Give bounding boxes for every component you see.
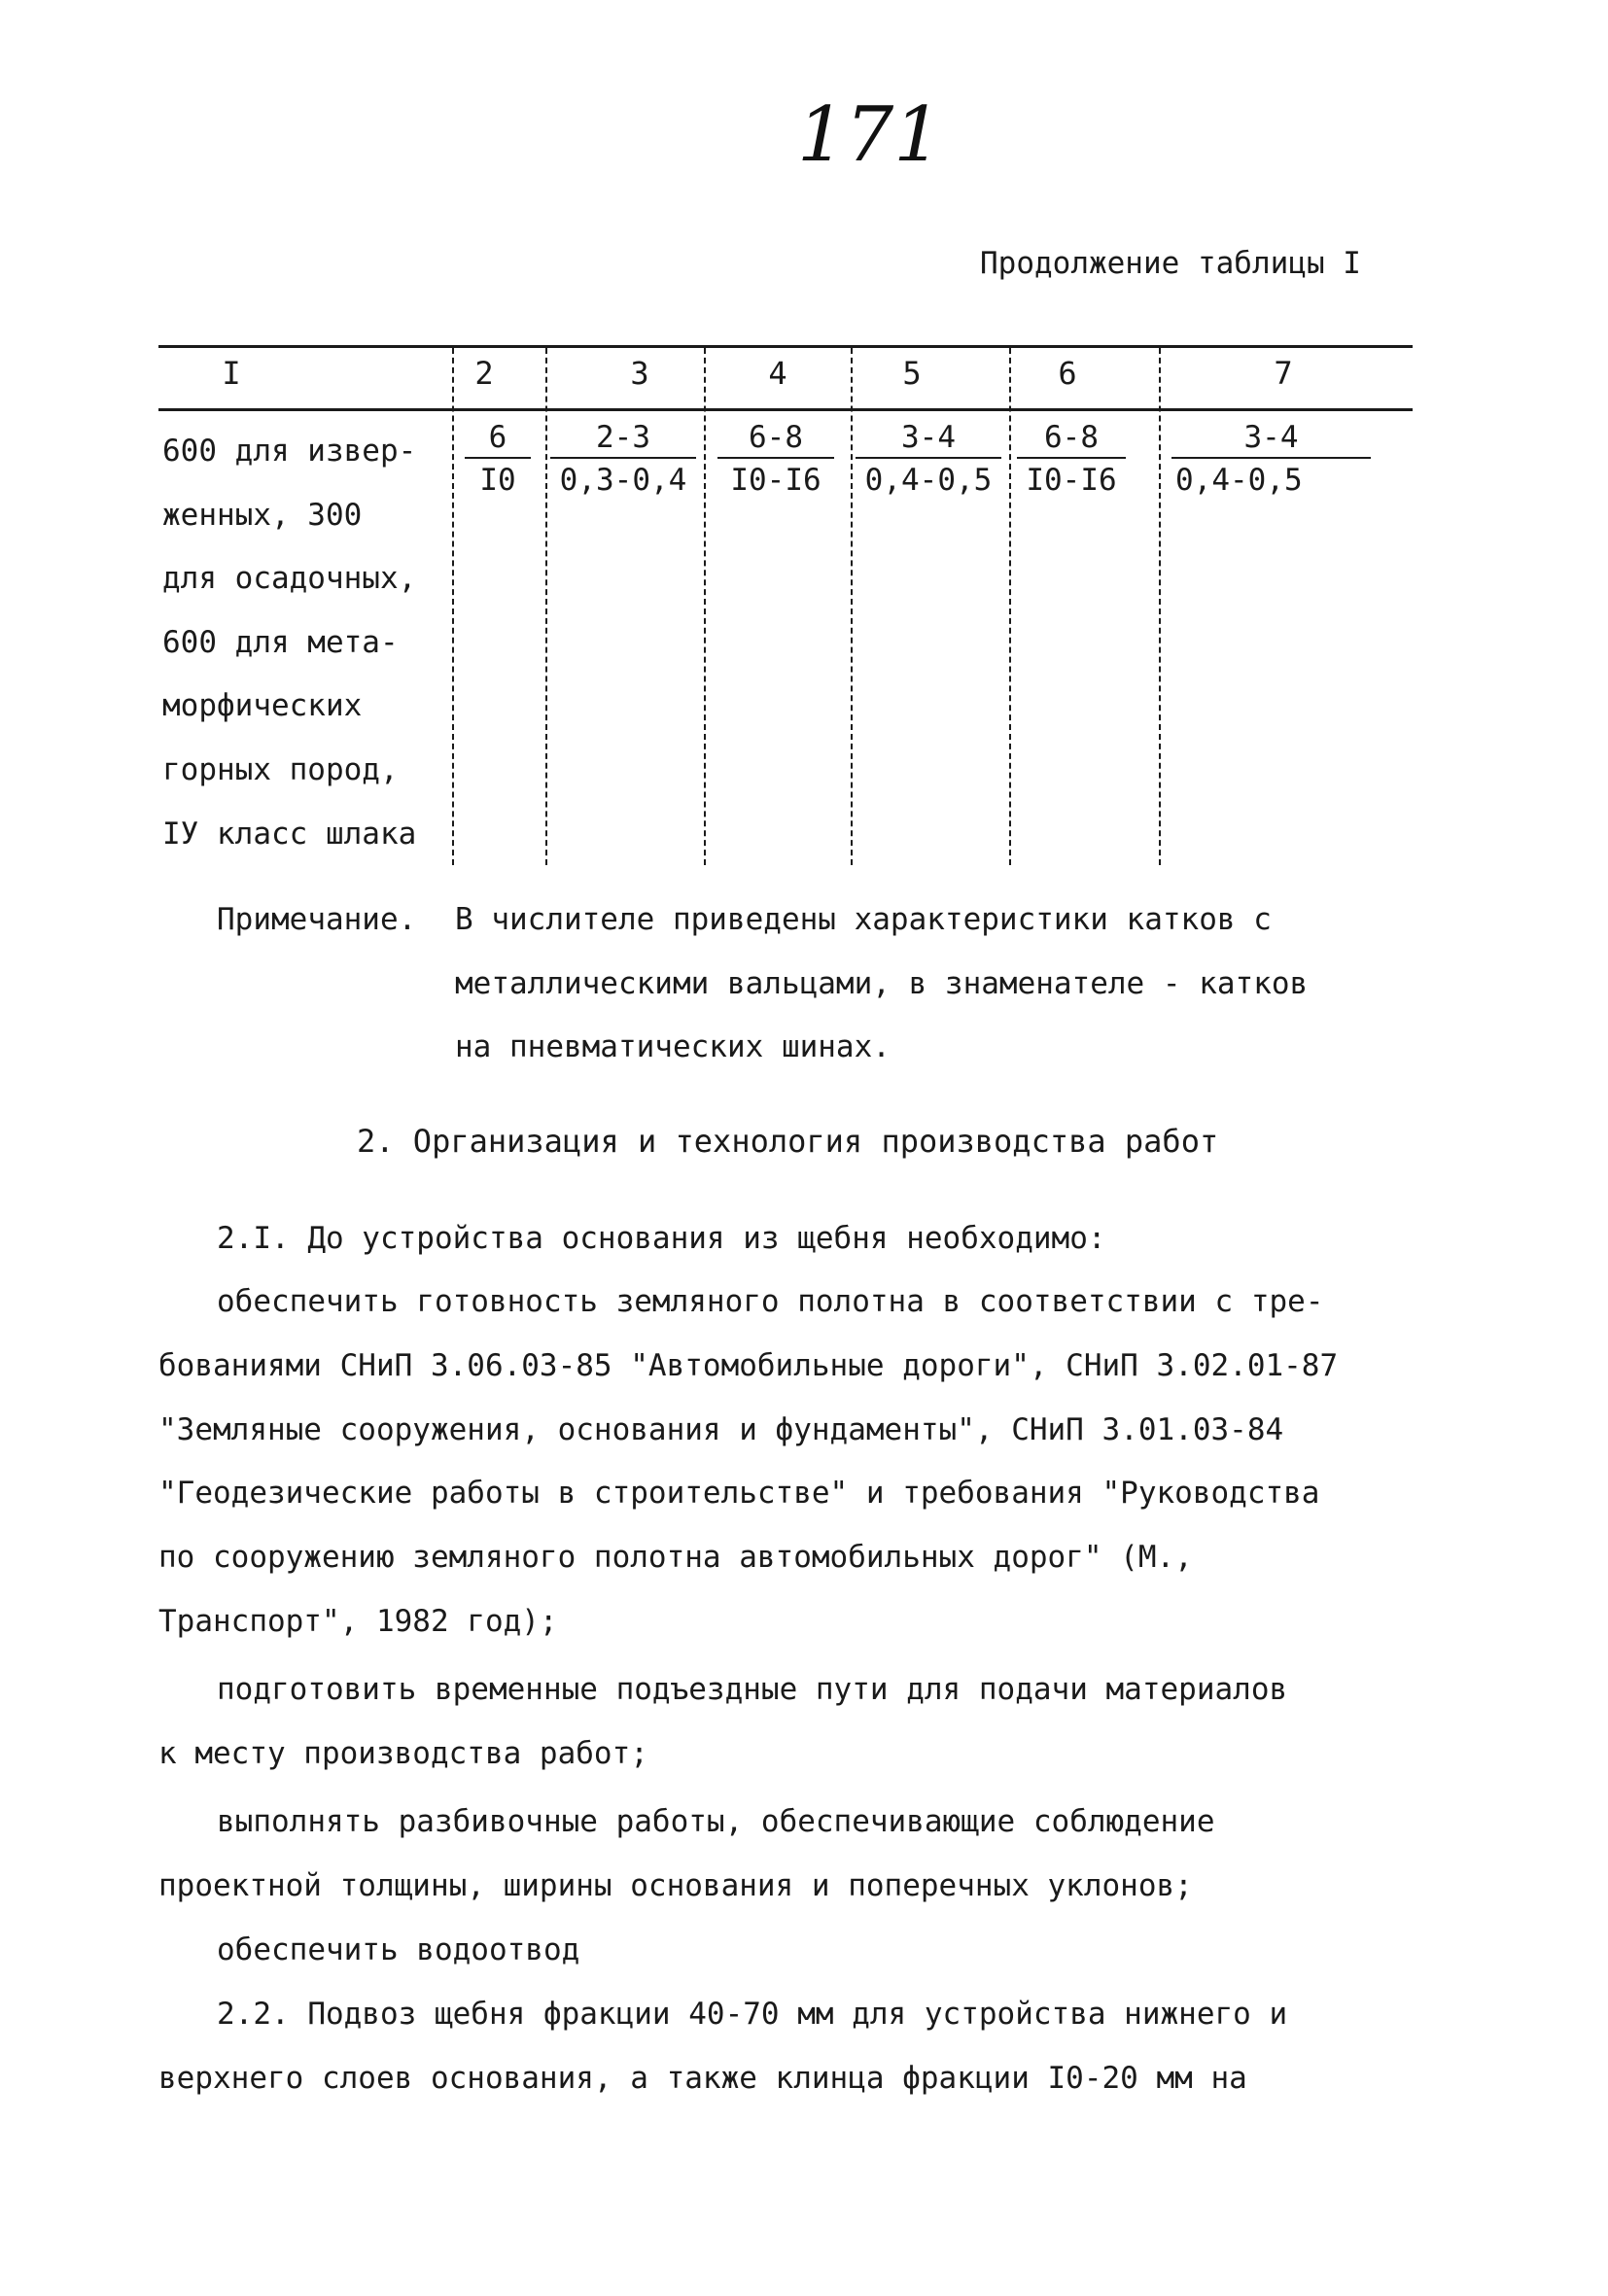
table-fraction-cell [465, 420, 531, 498]
table-header-cell: 2 [474, 355, 494, 392]
fraction-numerator: 2-3 [550, 420, 696, 459]
fraction-numerator: 6-8 [717, 420, 834, 459]
table-header-cell: 4 [768, 355, 787, 392]
table-header-cell: 6 [1058, 355, 1077, 392]
body-line: подготовить временные подъездные пути для подачи материалов [217, 1672, 1288, 1707]
table-fraction-cell [550, 420, 696, 498]
body-line: "Земляные сооружения, основания и фундаменты", СНиП 3.01.03-84 [158, 1412, 1284, 1447]
note-line: металлическими вальцами, в знаменателе - катков [455, 966, 1309, 1001]
section-title: 2. Организация и технология производства работ [357, 1123, 1219, 1160]
page-number: 171 [797, 91, 942, 179]
table-divider [545, 348, 547, 865]
body-line: по сооружению земляного полотна автомобильных дорог" (М., [158, 1540, 1193, 1575]
fraction-denominator: 0,4-0,5 [864, 463, 993, 498]
fraction-numerator: 3-4 [856, 420, 1001, 459]
body-line: к месту производства работ; [158, 1736, 648, 1771]
table-header-cell: 5 [902, 355, 922, 392]
body-line: верхнего слоев основания, а также клинца фракции I0-20 мм на [158, 2061, 1247, 2096]
table-continuation-label: Продолжение таблицы I [980, 246, 1361, 281]
note-line: на пневматических шинах. [455, 1029, 891, 1064]
body-line: обеспечить водоотвод [217, 1932, 580, 1967]
note-label: Примечание. [217, 902, 417, 937]
table-col1-line: для осадочных, [162, 561, 417, 597]
table-divider [1009, 348, 1011, 865]
fraction-denominator: 0,3-0,4 [559, 463, 687, 498]
fraction-numerator: 6-8 [1017, 420, 1126, 459]
body-line: "Геодезические работы в строительстве" и требования "Руководства [158, 1476, 1320, 1511]
table-col1-line: 600 для мета- [162, 624, 399, 660]
body-line: Транспорт", 1982 год); [158, 1604, 558, 1639]
body-line: 2.2. Подвоз щебня фракции 40-70 мм для устройства нижнего и [217, 1997, 1288, 2032]
table-top-rule [158, 345, 1413, 348]
note-line: В числителе приведены характеристики катков с [455, 902, 1272, 937]
table-col1-line: IУ класс шлака [162, 816, 417, 852]
fraction-denominator: I0-I6 [730, 463, 821, 498]
table-col1-text [162, 420, 444, 866]
table-fraction-cell [1017, 420, 1126, 498]
body-line: выполнять разбивочные работы, обеспечивающие соблюдение [217, 1804, 1215, 1839]
table-fraction-cell [856, 420, 1001, 498]
table-col1-line: горных пород, [162, 751, 399, 787]
table-divider [1159, 348, 1161, 865]
body-line: обеспечить готовность земляного полотна в соответствии с тре- [217, 1284, 1324, 1319]
fraction-numerator: 3-4 [1171, 420, 1371, 459]
table-col1-line: 600 для извер- [162, 434, 417, 469]
table-divider [452, 348, 454, 865]
table-fraction-cell [1171, 420, 1371, 498]
table-fraction-cell [717, 420, 834, 498]
body-line: 2.I. До устройства основания из щебня необходимо: [217, 1221, 1106, 1256]
fraction-denominator: 0,4-0,5 [1175, 463, 1303, 498]
fraction-denominator: I0-I6 [1026, 463, 1117, 498]
table-divider [851, 348, 853, 865]
fraction-denominator: I0 [479, 463, 516, 498]
table-col1-line: морфических [162, 688, 363, 724]
fraction-numerator: 6 [465, 420, 531, 459]
table-divider [704, 348, 706, 865]
body-line: проектной толщины, ширины основания и поперечных уклонов; [158, 1868, 1193, 1903]
table-header-cell: I [222, 355, 241, 392]
table-header-rule [158, 408, 1413, 411]
table-header-cell: 3 [630, 355, 649, 392]
table-header-cell: 7 [1274, 355, 1293, 392]
table-col1-line: женных, 300 [162, 497, 363, 533]
body-line: бованиями СНиП 3.06.03-85 "Автомобильные дороги", СНиП 3.02.01-87 [158, 1348, 1339, 1383]
